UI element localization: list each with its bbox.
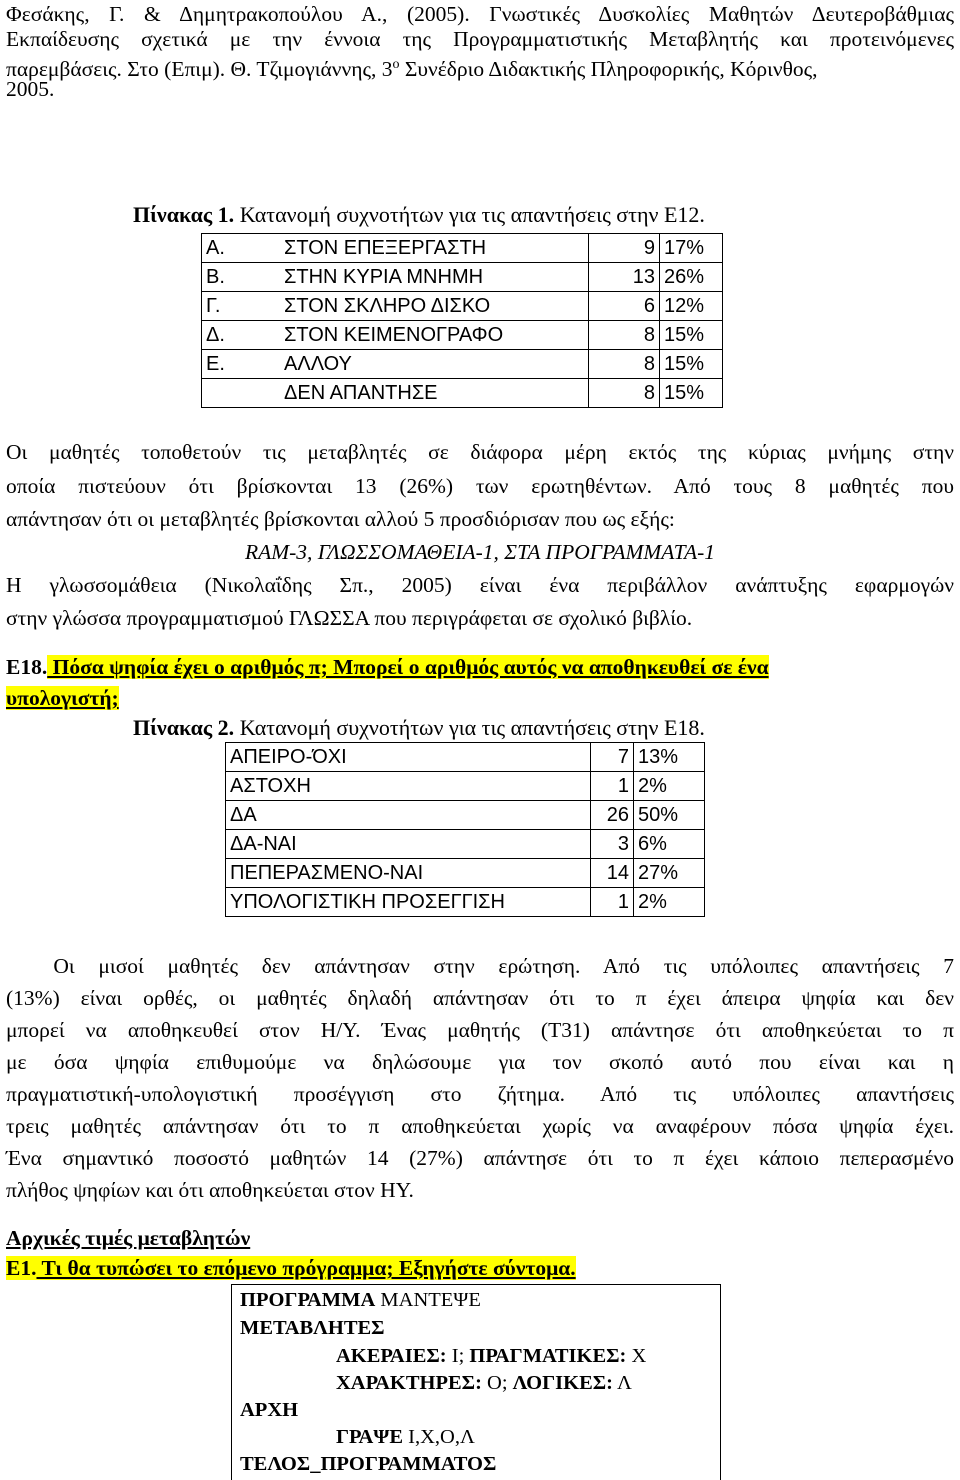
para2-line: πλήθος ψηφίων και ότι αποθηκεύεται στον ΗΥ. bbox=[6, 1178, 414, 1202]
question18-id: Ε18. bbox=[6, 655, 48, 679]
table1-row bbox=[202, 350, 723, 379]
reference-line-3: παρεμβάσεις. Στο (Επιμ). Θ. Τζιμογιάννης, $3^o$ Συνέδριο Διδακτικής Πληροφορικής, Κόρινθος, bbox=[6, 57, 818, 82]
program-header bbox=[240, 1287, 481, 1313]
table2-percent: 13% bbox=[634, 743, 705, 772]
para2-line: (13%) είναι ορθές, οι μαθητές δηλαδή απάντησαν ότι το π έχει άπειρα ψηφία και δεν bbox=[6, 986, 954, 1010]
write-statement bbox=[336, 1424, 475, 1450]
kw-program: ΠΡΟΓΡΑΜΜΑ bbox=[240, 1289, 376, 1311]
table2-count: 1 bbox=[591, 772, 634, 801]
decl-integer-real bbox=[336, 1343, 646, 1369]
table2-count: 26 bbox=[591, 801, 634, 830]
table1-letter: Δ. bbox=[202, 321, 281, 350]
table1-caption bbox=[133, 200, 705, 229]
table2-percent: 2% bbox=[634, 772, 705, 801]
question18-text-cont: υπολογιστή; bbox=[6, 686, 119, 710]
bool-vars: Λ bbox=[613, 1372, 632, 1394]
table2-count: 14 bbox=[591, 859, 634, 888]
table2-percent: 50% bbox=[634, 801, 705, 830]
table1-row bbox=[202, 321, 723, 350]
para1-line-4: Η γλωσσομάθεια (Νικολαΐδης Σπ., 2005) είναι ένα περιβάλλον ανάπτυξης εφαρμογών bbox=[6, 573, 954, 597]
real-vars: Χ bbox=[626, 1345, 647, 1367]
table2-row bbox=[226, 801, 705, 830]
table1-count: 13 bbox=[589, 263, 660, 292]
table2-row bbox=[226, 830, 705, 859]
table1-label: ΣΤΟΝ ΚΕΙΜΕΝΟΓΡΑΦΟ bbox=[280, 321, 589, 350]
table2-caption-text: Κατανομή συχνοτήτων για τις απαντήσεις στην Ε18. bbox=[234, 715, 705, 740]
table1-label: ΔΕΝ ΑΠΑΝΤΗΣΕ bbox=[280, 379, 589, 408]
program-box bbox=[231, 1284, 721, 1480]
table1-label: ΑΛΛΟΥ bbox=[280, 350, 589, 379]
para2-line: πραγματιστική-υπολογιστική προσέγγιση στο ζήτημα. Από τις υπόλοιπες απαντήσεις bbox=[6, 1082, 954, 1106]
para1-centered-list: RAM-3, ΓΛΩΣΣΟΜΑΘΕΙΑ-1, ΣΤΑ ΠΡΟΓΡΑΜΜΑΤΑ-1 bbox=[244, 540, 716, 564]
reference-line-4: 2005. bbox=[6, 77, 55, 101]
para2-line: τρεις μαθητές απάντησαν ότι το π αποθηκεύεται χωρίς να αναφέρουν πόσα ψηφία έχει. bbox=[6, 1114, 954, 1138]
table1-row bbox=[202, 234, 723, 263]
para1-line-2: οποία πιστεύουν ότι βρίσκονται 13 (26%) των ερωτηθέντων. Από τους 8 μαθητές που bbox=[6, 474, 954, 498]
table1-percent: 15% bbox=[660, 350, 723, 379]
integer-vars: Ι; bbox=[446, 1345, 470, 1367]
kw-bool: ΛΟΓΙΚΕΣ: bbox=[512, 1372, 613, 1394]
table1-letter: Β. bbox=[202, 263, 281, 292]
table2-label: ΑΠΕΙΡΟ-ΌΧΙ bbox=[226, 743, 591, 772]
table1-row bbox=[202, 379, 723, 408]
para1-line-1: Οι μαθητές τοποθετούν τις μεταβλητές σε διάφορα μέρη εκτός της κύριας μνήμης στην bbox=[6, 440, 954, 464]
table1-caption-label: Πίνακας 1. bbox=[133, 202, 235, 227]
write-args: Ι,Χ,Ο,Λ bbox=[403, 1426, 475, 1448]
table2 bbox=[225, 742, 705, 917]
table2-percent: 2% bbox=[634, 888, 705, 917]
question1 bbox=[6, 1254, 576, 1283]
table1-percent: 15% bbox=[660, 379, 723, 408]
question1-text: Τι θα τυπώσει το επόμενο πρόγραμμα; Εξηγήστε σύντομα. bbox=[36, 1256, 576, 1280]
table1-letter: Ε. bbox=[202, 350, 281, 379]
kw-begin: ΑΡΧΗ bbox=[240, 1399, 299, 1421]
table2-label: ΠΕΠΕΡΑΣΜΕΝΟ-ΝΑΙ bbox=[226, 859, 591, 888]
table1-count: 6 bbox=[589, 292, 660, 321]
reference-line-2: Εκπαίδευσης σχετικά με την έννοια της Προγραμματιστικής Μεταβλητής και προτεινόμενες bbox=[6, 27, 954, 51]
table2-percent: 27% bbox=[634, 859, 705, 888]
char-vars: Ο; bbox=[481, 1372, 513, 1394]
table1-percent: 12% bbox=[660, 292, 723, 321]
table1-count: 8 bbox=[589, 321, 660, 350]
table2-caption bbox=[133, 713, 705, 742]
para2-line: Ένα σημαντικό ποσοστό μαθητών 14 (27%) απάντησε ότι το π έχει κάποιο πεπερασμένο bbox=[6, 1146, 954, 1170]
kw-integer: ΑΚΕΡΑΙΕΣ: bbox=[336, 1345, 447, 1367]
section-heading: Αρχικές τιμές μεταβλητών bbox=[6, 1226, 251, 1250]
table2-row bbox=[226, 772, 705, 801]
kw-write: ΓΡΑΨΕ bbox=[336, 1426, 404, 1448]
table2-label: ΥΠΟΛΟΓΙΣΤΙΚΗ ΠΡΟΣΕΓΓΙΣΗ bbox=[226, 888, 591, 917]
table1-letter bbox=[202, 379, 281, 408]
kw-end: ΤΕΛΟΣ_ΠΡΟΓΡΑΜΜΑΤΟΣ bbox=[240, 1453, 497, 1475]
question18-line-1 bbox=[6, 653, 769, 682]
kw-char: ΧΑΡΑΚΤΗΡΕΣ: bbox=[336, 1372, 482, 1394]
table1-percent: 26% bbox=[660, 263, 723, 292]
table1-count: 9 bbox=[589, 234, 660, 263]
table1-label: ΣΤΟΝ ΕΠΕΞΕΡΓΑΣΤΗ bbox=[280, 234, 589, 263]
kw-real: ΠΡΑΓΜΑΤΙΚΕΣ: bbox=[469, 1345, 627, 1367]
table1-letter: Α. bbox=[202, 234, 281, 263]
table2-row bbox=[226, 888, 705, 917]
table2-row bbox=[226, 859, 705, 888]
question18-line-2 bbox=[6, 684, 119, 713]
decl-char-bool bbox=[336, 1370, 632, 1396]
table1-count: 8 bbox=[589, 350, 660, 379]
table2-label: ΔΑ bbox=[226, 801, 591, 830]
table2-count: 3 bbox=[591, 830, 634, 859]
para2-line: μπορεί να αποθηκευθεί στον Η/Υ. Ένας μαθητής (Τ31) απάντησε ότι αποθηκεύεται το π bbox=[6, 1018, 954, 1042]
table1-label: ΣΤΟΝ ΣΚΛΗΡΟ ΔΙΣΚΟ bbox=[280, 292, 589, 321]
para1-line-5: στην γλώσσα προγραμματισμού ΓΛΩΣΣΑ που περιγράφεται σε σχολικό βιβλίο. bbox=[6, 606, 693, 630]
kw-variables: ΜΕΤΑΒΛΗΤΕΣ bbox=[240, 1317, 385, 1339]
table2-caption-label: Πίνακας 2. bbox=[133, 715, 235, 740]
table1-label: ΣΤΗΝ ΚΥΡΙΑ ΜΝΗΜΗ bbox=[280, 263, 589, 292]
table1-row bbox=[202, 292, 723, 321]
program-name: ΜΑΝΤΕΨΕ bbox=[375, 1289, 481, 1311]
para2-line: Οι μισοί μαθητές δεν απάντησαν στην ερώτηση. Από τις υπόλοιπες απαντήσεις 7 bbox=[6, 954, 954, 978]
table1-row bbox=[202, 263, 723, 292]
table2-count: 7 bbox=[591, 743, 634, 772]
table2-label: ΑΣΤΟΧΗ bbox=[226, 772, 591, 801]
table2-percent: 6% bbox=[634, 830, 705, 859]
reference-line-1: Φεσάκης, Γ. & Δημητρακοπούλου Α., (2005). Γνωστικές Δυσκολίες Μαθητών Δευτεροβάθμιας bbox=[6, 2, 954, 26]
question1-id: Ε1. bbox=[6, 1256, 37, 1280]
table1-caption-text: Κατανομή συχνοτήτων για τις απαντήσεις στην Ε12. bbox=[234, 202, 705, 227]
para1-line-3: απάντησαν ότι οι μεταβλητές βρίσκονται αλλού 5 προσδιόρισαν που ως εξής: bbox=[6, 507, 675, 531]
table1 bbox=[201, 233, 723, 408]
table2-count: 1 bbox=[591, 888, 634, 917]
table1-percent: 15% bbox=[660, 321, 723, 350]
table1-count: 8 bbox=[589, 379, 660, 408]
table2-label: ΔΑ-ΝΑΙ bbox=[226, 830, 591, 859]
question18-text: Πόσα ψηφία έχει ο αριθμός π; Μπορεί ο αριθμός αυτός να αποθηκευθεί σε ένα bbox=[47, 655, 769, 679]
table1-letter: Γ. bbox=[202, 292, 281, 321]
para2-line: με όσα ψηφία επιθυμούμε να δηλώσουμε για τον σκοπό αυτό που είναι και η bbox=[6, 1050, 954, 1074]
table2-row bbox=[226, 743, 705, 772]
table1-percent: 17% bbox=[660, 234, 723, 263]
